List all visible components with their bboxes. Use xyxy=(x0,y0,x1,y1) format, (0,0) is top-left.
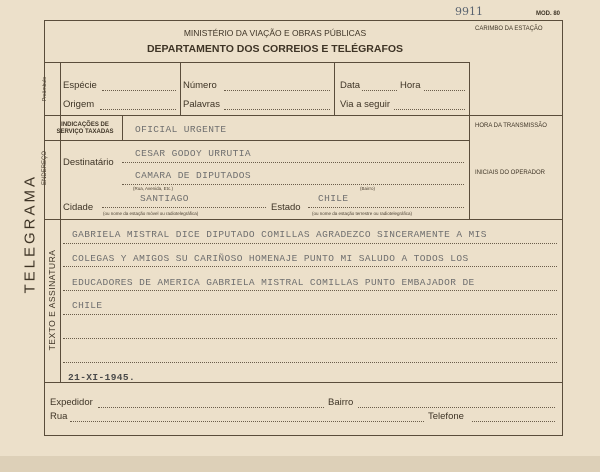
text-rule-5 xyxy=(63,338,557,339)
estado-field[interactable] xyxy=(308,207,464,208)
address-bottom xyxy=(44,219,562,220)
destinatario-label: Destinatário xyxy=(63,157,114,168)
message-line-1: GABRIELA MISTRAL DICE DIPUTADO COMILLAS AGRADEZCO SINCERAMENTE A MIS xyxy=(72,229,487,240)
ministry-title: MINISTÉRIO DA VIAÇÃO E OBRAS PÚBLICAS xyxy=(183,28,367,38)
message-date: 21-XI-1945. xyxy=(68,372,136,383)
cidade-note: (ou nome da estação móvel ou radiotelegráfica) xyxy=(103,211,199,216)
bairro-field[interactable] xyxy=(358,407,555,408)
data-label: Data xyxy=(340,80,361,91)
origem-label: Origem xyxy=(63,99,95,110)
service-label: INDICAÇÕES DE SERVIÇO TAXADAS xyxy=(56,122,114,135)
estado-note: (ou nome da estação terrestre ou radiotelegráfica) xyxy=(312,211,413,216)
handwritten-number: 9911 xyxy=(455,5,483,18)
destinatario-line2: CAMARA DE DIPUTADOS xyxy=(135,170,251,181)
frame-top xyxy=(44,20,562,21)
cidade-field[interactable] xyxy=(102,207,266,208)
service-bottom xyxy=(44,140,469,141)
via-field[interactable] xyxy=(394,109,465,110)
inner-right xyxy=(469,62,470,219)
frame-bottom xyxy=(44,435,562,436)
street-hint: (Rua, Avenida, Etc.) xyxy=(133,186,173,191)
hora-label: Hora xyxy=(400,80,421,91)
telefone-label: Telefone xyxy=(428,411,464,422)
texto-assinatura-label: TEXTO E ASSINATURA xyxy=(47,249,57,351)
palavras-field[interactable] xyxy=(224,109,330,110)
text-rule-1 xyxy=(63,243,557,244)
via-label: Via a seguir xyxy=(340,99,390,110)
especie-field[interactable] xyxy=(102,90,176,91)
paper-edge xyxy=(0,456,600,472)
text-rule-6 xyxy=(63,362,557,363)
telefone-field[interactable] xyxy=(472,421,555,422)
rua-field[interactable] xyxy=(70,421,424,422)
inner-left xyxy=(60,62,61,382)
numero-label: Número xyxy=(183,80,217,91)
preamble-top xyxy=(44,62,469,63)
cidade-value: SANTIAGO xyxy=(140,193,189,204)
preambulo-label: Preâmbulo xyxy=(42,76,48,102)
service-value: OFICIAL URGENTE xyxy=(135,124,227,135)
form-code: MOD. 80 xyxy=(536,11,561,17)
message-line-4: CHILE xyxy=(72,300,103,311)
especie-label: Espécie xyxy=(63,80,97,91)
destinatario-line1: CESAR GODOY URRUTIA xyxy=(135,148,251,159)
preamble-col1 xyxy=(180,62,181,115)
message-line-3: EDUCADORES DE AMERICA GABRIELA MISTRAL COMILLAS PUNTO EMBAJADOR DE xyxy=(72,277,475,288)
cidade-label: Cidade xyxy=(63,202,94,213)
text-rule-2 xyxy=(63,266,557,267)
telegrama-label: TELEGRAMA xyxy=(21,173,39,294)
station-stamp-label: CARIMBO DA ESTAÇÃO xyxy=(475,26,543,32)
endereco-label: ENDEREÇO xyxy=(42,151,48,186)
estado-value: CHILE xyxy=(318,193,349,204)
department-title: DEPARTAMENTO DOS CORREIOS E TELÉGRAFOS xyxy=(146,43,404,55)
rua-label: Rua xyxy=(50,411,68,422)
message-line-2: COLEGAS Y AMIGOS SU CARIÑOSO HOMENAJE PUNTO MI SALUDO A TODOS LOS xyxy=(72,253,469,264)
service-col xyxy=(122,115,123,140)
transmission-label: HORA DA TRANSMISSÃO xyxy=(475,123,547,129)
expedidor-field[interactable] xyxy=(98,407,324,408)
bairro-hint: (Bairro) xyxy=(360,186,376,191)
data-field[interactable] xyxy=(362,90,397,91)
hora-field[interactable] xyxy=(424,90,465,91)
text-rule-3 xyxy=(63,290,557,291)
palavras-label: Palavras xyxy=(183,99,220,110)
origem-field[interactable] xyxy=(100,109,176,110)
numero-field[interactable] xyxy=(224,90,330,91)
preamble-col2 xyxy=(334,62,335,115)
bairro-label: Bairro xyxy=(328,397,354,408)
estado-label: Estado xyxy=(271,202,301,213)
destinatario-field-1[interactable] xyxy=(122,162,464,163)
operator-label: INICIAIS DO OPERADOR xyxy=(475,170,546,176)
text-rule-4 xyxy=(63,314,557,315)
expedidor-label: Expedidor xyxy=(50,397,93,408)
frame-right xyxy=(562,20,563,436)
destinatario-field-2[interactable] xyxy=(122,184,464,185)
